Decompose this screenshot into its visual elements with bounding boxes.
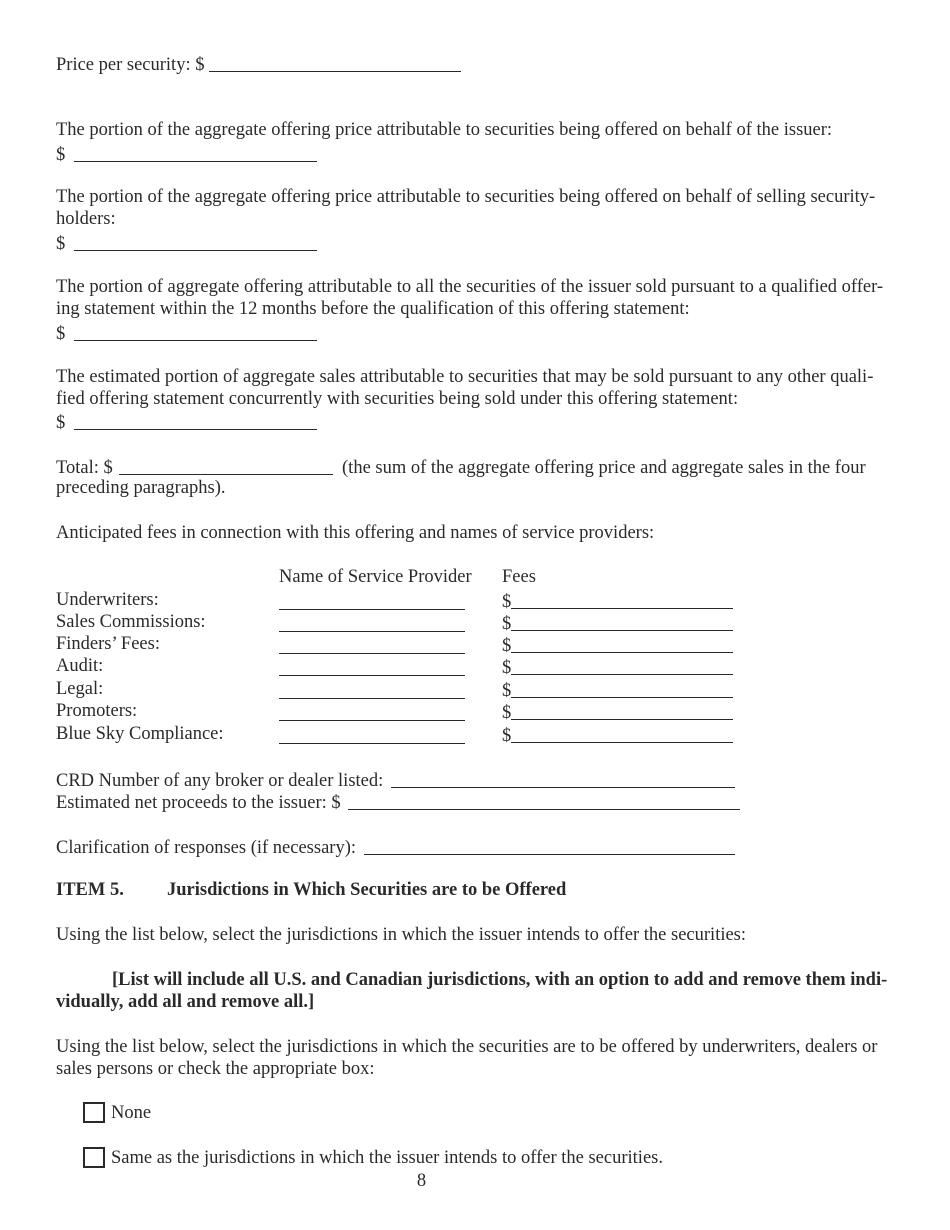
fee-row-dollar — [502, 678, 733, 702]
price-per-security-field[interactable] — [209, 54, 461, 72]
provider-name-field[interactable] — [279, 592, 465, 610]
total-field[interactable] — [119, 457, 333, 475]
clarification-row — [56, 835, 735, 859]
price-per-security-label: Price per security: $ — [56, 55, 205, 75]
prior-12-months-text-line1: The portion of aggregate offering attributable to all the securities of the issuer sold pursuant to a qualified offer- — [56, 277, 884, 297]
price-per-security-row — [56, 52, 461, 76]
fees-row-label: Finders’ Fees: — [56, 634, 160, 654]
dollar-sign: $ — [502, 726, 512, 746]
dollar-sign: $ — [502, 614, 512, 634]
concurrent-offering-text-line1: The estimated portion of aggregate sales attributable to securities that may be sold pursuant to any other quali- — [56, 367, 874, 387]
clarification-label: Clarification of responses (if necessary): — [56, 838, 357, 858]
fee-row-dollar — [502, 611, 733, 635]
fees-row-label: Blue Sky Compliance: — [56, 724, 224, 744]
total-suffix: (the sum of the aggregate offering price and aggregate sales in the four — [342, 458, 866, 478]
fees-intro: Anticipated fees in connection with this offering and names of service providers: — [56, 523, 655, 543]
total-row — [56, 455, 866, 479]
clarification-field[interactable] — [364, 837, 735, 855]
item5-select-line1: Using the list below, select the jurisdictions in which the securities are to be offered by underwriters, dealers or — [56, 1037, 878, 1057]
prior-12-months-field[interactable] — [74, 323, 317, 341]
dollar-sign: $ — [502, 658, 512, 678]
item5-note-line2: vidually, add all and remove all.] — [56, 992, 315, 1012]
fee-row-dollar — [502, 700, 733, 724]
concurrent-offering-field[interactable] — [74, 412, 317, 430]
fee-row-dollar — [502, 633, 733, 657]
fee-amount-field[interactable] — [511, 635, 733, 653]
fee-amount-field[interactable] — [511, 702, 733, 720]
fee-amount-field[interactable] — [511, 657, 733, 675]
dollar-sign: $ — [56, 413, 66, 433]
dollar-sign: $ — [56, 234, 66, 254]
dollar-sign: $ — [56, 145, 66, 165]
issuer-portion-text: The portion of the aggregate offering price attributable to securities being offered on behalf of the issuer: — [56, 120, 833, 140]
selling-holders-text-line1: The portion of the aggregate offering price attributable to securities being offered on behalf of selling security- — [56, 187, 876, 207]
provider-name-field[interactable] — [279, 614, 465, 632]
issuer-portion-field[interactable] — [74, 144, 317, 162]
net-proceeds-row — [56, 790, 740, 814]
item5-note-line1: [List will include all U.S. and Canadian jurisdictions, with an option to add and remove them indi- — [112, 970, 888, 990]
crd-number-label: CRD Number of any broker or dealer listed: — [56, 771, 384, 791]
fees-column-header-fees: Fees — [502, 567, 536, 587]
page-number: 8 — [416, 1171, 427, 1191]
fees-row-label: Sales Commissions: — [56, 612, 206, 632]
total-label: Total: $ — [56, 458, 113, 478]
none-label: None — [111, 1103, 152, 1123]
concurrent-offering-row — [56, 410, 317, 434]
total-line2: preceding paragraphs). — [56, 478, 226, 498]
item5-number: ITEM 5. — [56, 880, 124, 900]
crd-number-field[interactable] — [391, 770, 735, 788]
same-as-issuer-checkbox[interactable] — [83, 1147, 105, 1168]
provider-name-field[interactable] — [279, 636, 465, 654]
dollar-sign: $ — [502, 636, 512, 656]
provider-name-field[interactable] — [279, 703, 465, 721]
dollar-sign: $ — [56, 324, 66, 344]
fee-row-dollar — [502, 723, 733, 747]
prior-12-months-text-line2: ing statement within the 12 months before the qualification of this offering statement: — [56, 299, 690, 319]
item5-select-line2: sales persons or check the appropriate box: — [56, 1059, 375, 1079]
fees-column-header-provider: Name of Service Provider — [279, 567, 472, 587]
crd-number-row — [56, 768, 735, 792]
issuer-portion-row — [56, 142, 317, 166]
fees-row-label: Underwriters: — [56, 590, 159, 610]
provider-name-field[interactable] — [279, 726, 465, 744]
selling-holders-text-line2: holders: — [56, 209, 116, 229]
none-checkbox[interactable] — [83, 1102, 105, 1123]
fee-amount-field[interactable] — [511, 725, 733, 743]
dollar-sign: $ — [502, 681, 512, 701]
net-proceeds-field[interactable] — [348, 792, 740, 810]
fee-row-dollar — [502, 655, 733, 679]
item5-intro: Using the list below, select the jurisdictions in which the issuer intends to offer the securities: — [56, 925, 747, 945]
fee-amount-field[interactable] — [511, 613, 733, 631]
fee-amount-field[interactable] — [511, 680, 733, 698]
dollar-sign: $ — [502, 592, 512, 612]
selling-holders-field[interactable] — [74, 233, 317, 251]
prior-12-months-row — [56, 321, 317, 345]
fee-row-dollar — [502, 589, 733, 613]
fee-amount-field[interactable] — [511, 591, 733, 609]
selling-holders-row — [56, 231, 317, 255]
provider-name-field[interactable] — [279, 681, 465, 699]
fees-row-label: Promoters: — [56, 701, 138, 721]
same-as-issuer-label: Same as the jurisdictions in which the issuer intends to offer the securities. — [111, 1148, 663, 1168]
fees-row-label: Legal: — [56, 679, 104, 699]
fees-row-label: Audit: — [56, 656, 104, 676]
net-proceeds-label: Estimated net proceeds to the issuer: $ — [56, 793, 341, 813]
concurrent-offering-text-line2: fied offering statement concurrently with securities being sold under this offering statement: — [56, 389, 739, 409]
item5-title: Jurisdictions in Which Securities are to be Offered — [167, 880, 567, 900]
dollar-sign: $ — [502, 703, 512, 723]
provider-name-field[interactable] — [279, 658, 465, 676]
